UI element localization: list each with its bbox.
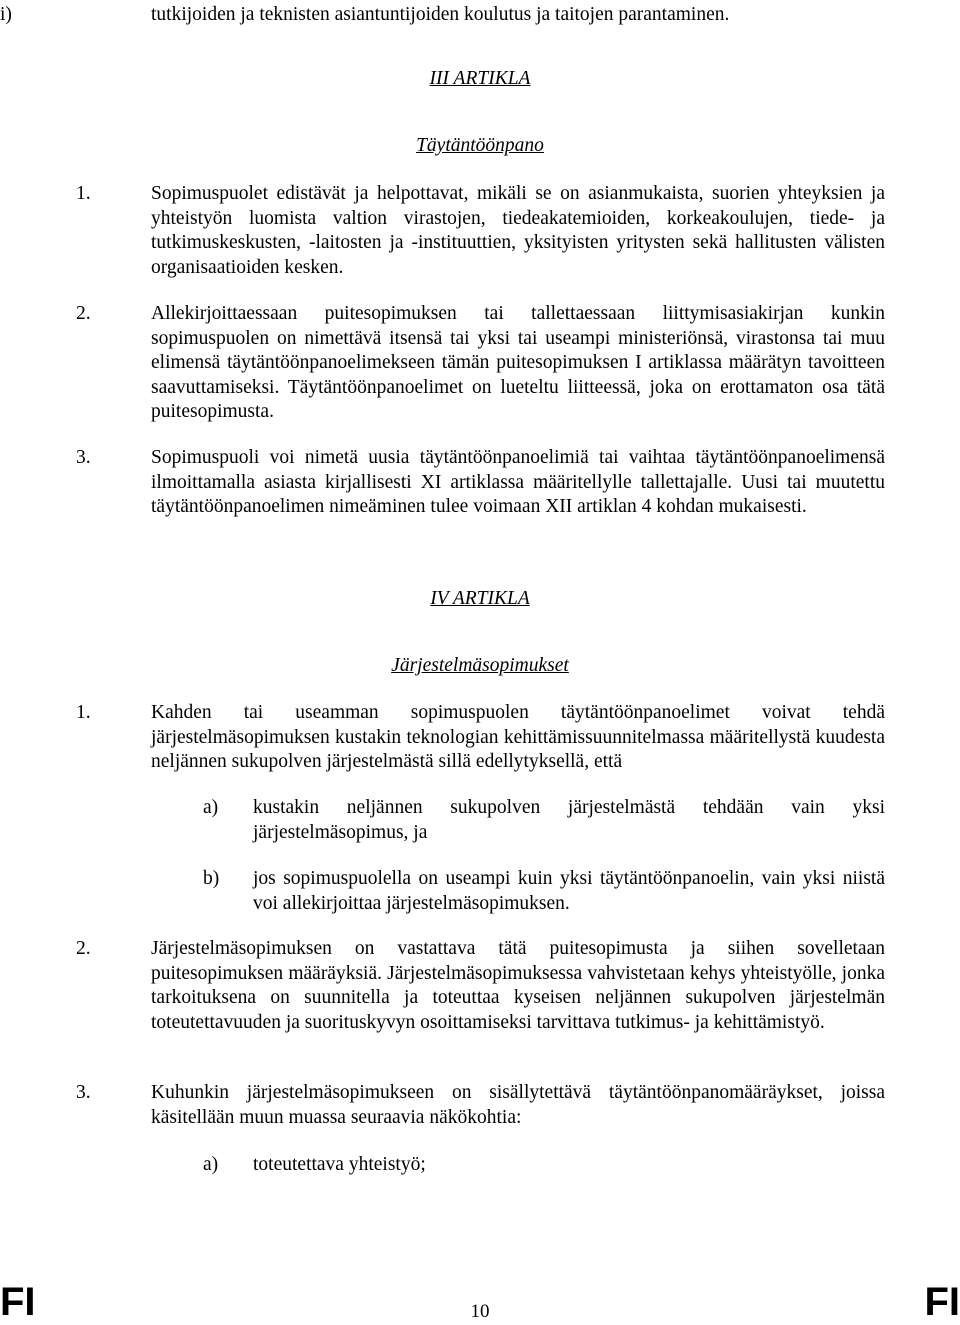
item-label: b) bbox=[203, 868, 220, 889]
page-number: 10 bbox=[470, 1301, 490, 1322]
article-4-subheading: Järjestelmäsopimukset bbox=[391, 655, 569, 676]
paragraph-text: Kuhunkin järjestelmäsopimukseen on sisällytettävä täytäntöönpanomääräykset, joissa käsitellään muun muassa seuraavia näkökohtia: bbox=[151, 1082, 885, 1128]
item-text: tutkijoiden ja teknisten asiantuntijoiden koulutus ja taitojen parantaminen. bbox=[151, 4, 730, 25]
item-text: jos sopimuspuolella on useampi kuin yksi täytäntöönpanoelin, vain yksi niistä voi allekirjoittaa järjestelmäsopimuksen. bbox=[253, 868, 885, 914]
item-text: toteutettava yhteistyö; bbox=[253, 1154, 426, 1175]
paragraph-number: 2. bbox=[76, 938, 91, 959]
paragraph-number: 3. bbox=[76, 1082, 91, 1103]
paragraph-text: Sopimuspuolet edistävät ja helpottavat, mikäli se on asianmukaista, suorien yhteyksien ja yhteistyön luomista valtion virastojen, tiedeakatemioiden, korkeakoulujen, tiede- ja tutkimuskeskusten, -laitosten ja -instituuttien, yksityisten yritysten sekä hallitusten välisten organisaatioiden kesken. bbox=[151, 183, 885, 278]
item-label: a) bbox=[203, 1154, 219, 1175]
article-3-heading: III ARTIKLA bbox=[429, 68, 531, 89]
footer-language-mark-left: FI bbox=[0, 1280, 36, 1324]
paragraph-text: Kahden tai useamman sopimuspuolen täytäntöönpanoelimet voivat tehdä järjestelmäsopimuksen kustakin teknologian kehittämissuunnitelmassa määritellystä kuudesta neljännen sukupolven järjestelmästä sillä edellytyksellä, että bbox=[151, 702, 885, 772]
article-4-heading: IV ARTIKLA bbox=[430, 588, 530, 609]
item-label: i) bbox=[0, 4, 12, 25]
item-label: a) bbox=[203, 797, 219, 818]
paragraph-text: Allekirjoittaessaan puitesopimuksen tai tallettaessaan liittymisasiakirjan kunkin sopimuspuolen on nimettävä itsensä tai yksi tai useampi ministeriönsä, virastonsa tai muu elimensä täytäntöönpanoelimekseen tämän puitesopimuksen I artiklassa määrätyn tavoitteen saavuttamiseksi. Täytäntöönpanoelimet on lueteltu liitteessä, joka on erottamaton osa tätä puitesopimusta. bbox=[151, 303, 885, 422]
item-text: kustakin neljännen sukupolven järjestelmästä tehdään vain yksi järjestelmäsopimus, ja bbox=[253, 797, 885, 843]
paragraph-number: 1. bbox=[76, 702, 91, 723]
paragraph-number: 1. bbox=[76, 183, 91, 204]
paragraph-number: 2. bbox=[76, 303, 91, 324]
paragraph-text: Sopimuspuoli voi nimetä uusia täytäntöönpanoelimiä tai vaihtaa täytäntöönpanoelimensä ilmoittamalla asiasta kirjallisesti XI artiklassa määritellylle tallettajalle. Uusi tai muutettu täytäntöönpanoelimen nimeäminen tulee voimaan XII artiklan 4 kohdan mukaisesti. bbox=[151, 447, 885, 517]
paragraph-number: 3. bbox=[76, 447, 91, 468]
footer-language-mark-right: FI bbox=[924, 1280, 960, 1324]
article-3-subheading: Täytäntöönpano bbox=[416, 135, 544, 156]
paragraph-text: Järjestelmäsopimuksen on vastattava tätä puitesopimusta ja siihen sovelletaan puitesopimuksen määräyksiä. Järjestelmäsopimuksessa vahvistetaan kehys yhteistyölle, jonka tarkoituksena on suunnitella ja toteuttaa kyseisen neljännen sukupolven järjestelmän toteutettavuuden ja suorituskyvyn osoittamiseksi tarvittava tutkimus- ja kehittämistyö. bbox=[151, 938, 885, 1033]
